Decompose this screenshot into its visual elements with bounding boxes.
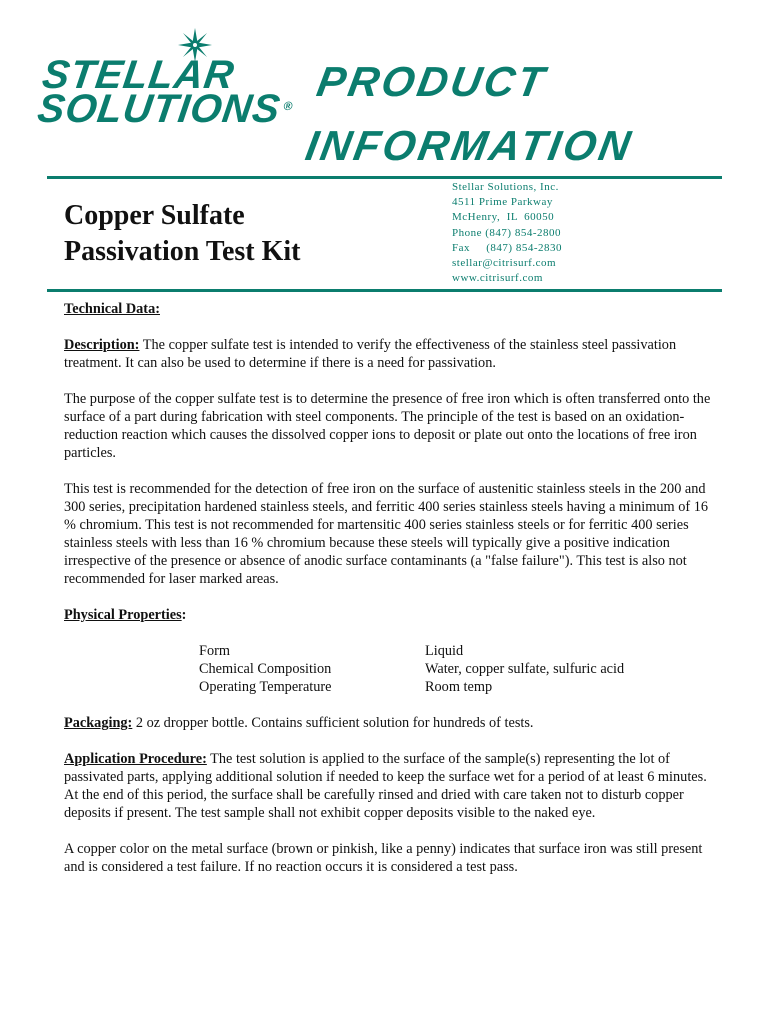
logo-wordmark: [34, 53, 299, 131]
property-value: Water, copper sulfate, sulfuric acid: [425, 661, 625, 677]
product-heading-line-2: INFORMATION: [302, 122, 637, 169]
property-name: Chemical Composition: [199, 661, 332, 677]
product-heading-line-1: PRODUCT: [313, 58, 551, 105]
property-row: [64, 678, 714, 696]
website-link[interactable]: www.citrisurf.com: [452, 272, 543, 285]
result-paragraph: A copper color on the metal surface (brown or pinkish, like a penny) indicates that surface iron was still present and is considered a test failure. If no reaction occurs it is considered a test pass.: [64, 841, 703, 875]
description-paragraph: [64, 336, 714, 372]
description-text: The copper sulfate test is intended to verify the effectiveness of the stainless steel passivation treatment. It can also be used to determine if there is a need for passivation.: [64, 337, 677, 371]
property-row: [64, 660, 714, 678]
property-row: [64, 642, 714, 660]
company-name: Stellar Solutions, Inc.: [452, 181, 559, 193]
divider-bottom: [47, 289, 722, 292]
purpose-paragraph: The purpose of the copper sulfate test is to determine the presence of free iron which is often transferred onto the surface of a part during fabrication with steel components. The principle of the test is based on an oxidation-reduction reaction which causes the dissolved copper ions to deposit or plate out onto the locations of free iron particles.: [64, 391, 711, 461]
physical-properties-heading: [64, 606, 714, 624]
application-label: Application Procedure:: [64, 751, 207, 767]
document-body: [64, 300, 714, 894]
physical-properties-label: Physical Properties: [64, 607, 182, 623]
property-value: Room temp: [425, 679, 493, 695]
packaging-text: 2 oz dropper bottle. Contains sufficient solution for hundreds of tests.: [132, 715, 534, 731]
recommendation-paragraph: This test is recommended for the detection of free iron on the surface of austenitic stainless steels in the 200 and 300 series, precipitation hardened stainless steels, and ferritic 400 series stainless steels having a minimum of 16 % chromium. This test is not recommended for martensitic 400 series stainless steels or for ferritic 400 series stainless steels with less than 16 % chromium because these steels will typically give a positive indication irrespective of the presence or absence of anodic surface contaminants (a "false failure"). This test is also not recommended for laser marked areas.: [64, 481, 708, 587]
property-name: Operating Temperature: [199, 679, 332, 695]
logo-line-2: SOLUTIONS: [34, 87, 284, 131]
company-logo: [34, 28, 295, 131]
logo-line-1: STELLAR: [39, 53, 238, 97]
contact-block: [452, 180, 562, 286]
packaging-label: Packaging:: [64, 715, 133, 731]
phone-number: Phone (847) 854-2800: [452, 226, 561, 239]
technical-data-heading: Technical Data:: [64, 301, 160, 317]
product-information-heading: [301, 52, 649, 176]
packaging-paragraph: [64, 714, 714, 732]
property-value: Liquid: [425, 643, 464, 659]
title-line-2: Passivation Test Kit: [64, 236, 301, 267]
physical-properties-colon: :: [181, 607, 187, 623]
title-line-1: Copper Sulfate: [64, 200, 245, 231]
physical-properties-table: [64, 642, 714, 696]
application-text: The test solution is applied to the surface of the sample(s) representing the lot of passivated parts, applying additional solution if needed to keep the surface wet for a period of at least 6 minutes. At the end of this period, the surface shall be carefully rinsed and dried with care taken not to disturb copper deposits if present. The test sample shall not exhibit copper deposits visible to the naked eye.: [64, 751, 707, 821]
document-title: [64, 198, 300, 270]
description-label: Description:: [64, 337, 140, 353]
fax-number: Fax (847) 854-2830: [452, 241, 562, 254]
email-link[interactable]: stellar@citrisurf.com: [452, 257, 557, 270]
registered-mark: ®: [282, 99, 295, 113]
divider-top: [47, 176, 722, 179]
application-paragraph: [64, 750, 714, 822]
city-state-zip: McHenry, IL 60050: [452, 211, 555, 224]
property-name: Form: [199, 643, 230, 659]
street-address: 4511 Prime Parkway: [452, 196, 553, 209]
